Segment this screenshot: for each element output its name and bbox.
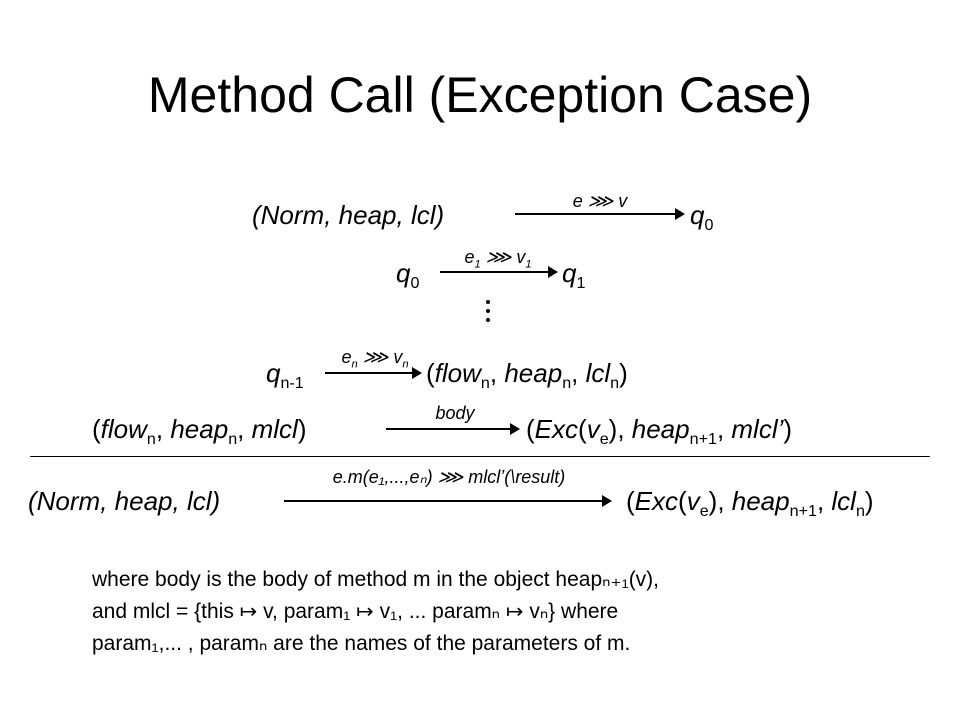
- premise-3-left: $q_{n-1}$: [266, 358, 304, 393]
- premise-2-left: $q_0$: [396, 258, 420, 293]
- conclusion-arrow: [284, 500, 610, 502]
- premise-2-label: $e_1$ ⋙ $v_1$: [464, 247, 532, 271]
- premise-1-right: $q_0$: [690, 200, 714, 235]
- premise-3-right: (flow$_n$, heap$_n$, lcl$_n$): [426, 358, 628, 393]
- inference-rule-line: [30, 456, 930, 457]
- note-line-1: where body is the body of method m in the object heapₙ₊₁(v),: [92, 568, 660, 591]
- note-line-3: param₁,... , paramₙ are the names of the parameters of m.: [92, 632, 631, 655]
- conclusion-left: (Norm, heap, lcl): [28, 486, 221, 516]
- conclusion-right: ($Exc(v_e)$, heap$_{n+1}$, lcl$_n$): [626, 486, 874, 521]
- premise-4-left: (flow$_n$, heap$_n$, mlcl): [92, 414, 307, 449]
- conclusion-label: e.m(e₁,...,eₙ) ⋙ mlcl’(\result): [332, 467, 566, 487]
- premise-4-right: ($Exc(v_e)$, heap$_{n+1}$, mlcl’): [526, 414, 793, 449]
- premise-1-left: (Norm, heap, lcl): [252, 200, 445, 230]
- premise-4-arrow: [386, 428, 518, 430]
- premise-3-label: $e_n$ ⋙ $v_n$: [341, 347, 409, 371]
- slide-title: Method Call (Exception Case): [147, 67, 813, 123]
- premise-2-arrow: [440, 271, 556, 273]
- premise-4-label: body: [435, 403, 475, 423]
- premise-2-right: $q_1$: [562, 258, 586, 293]
- premise-1-arrow: [515, 213, 683, 215]
- premise-3-arrow: [325, 372, 420, 374]
- vertical-ellipsis: [482, 300, 494, 327]
- explanation-note: [92, 564, 922, 660]
- note-line-2: and mlcl = {this ↦ v, param₁ ↦ v₁, ... paramₙ ↦ vₙ} where: [92, 600, 619, 623]
- premise-1-label: e ⋙ v: [572, 191, 628, 211]
